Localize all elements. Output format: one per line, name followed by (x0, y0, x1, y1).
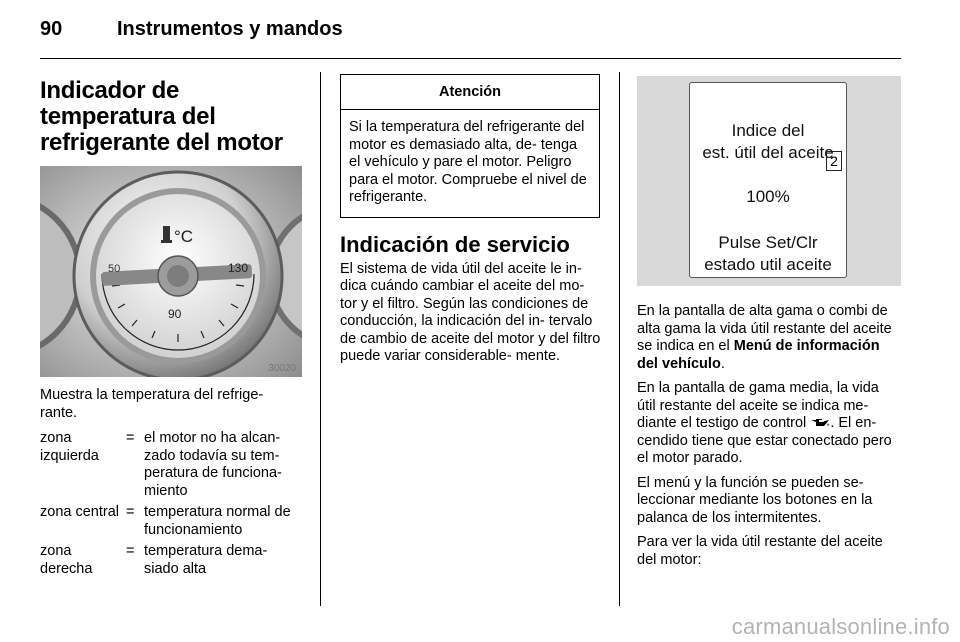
gauge-unit-label: °C (174, 227, 194, 246)
paragraph-text: . (720, 355, 725, 372)
oil-can-icon (810, 417, 830, 428)
attention-title: Atención (341, 75, 599, 110)
paragraph-high-display (637, 303, 901, 373)
display-percent: 100% (746, 187, 790, 206)
legend-equals: = (126, 430, 135, 446)
display-page-badge: 2 (826, 151, 842, 171)
legend-term: zona central (40, 504, 119, 520)
gauge-scale-90: 90 (168, 307, 182, 321)
section-heading-service: Indicación de servicio (340, 231, 570, 257)
paragraph-text: En la pantalla de alta gama o combi de alta gama la vida útil restante del aceite se indica en el (637, 303, 892, 354)
paragraph-mid-display (637, 380, 901, 468)
display-line-1: Indice del (731, 121, 805, 140)
gauge-scale-130: 130 (228, 261, 249, 275)
legend-equals: = (126, 504, 135, 520)
section-heading-temperature: Indicador de temperatura del refrigerante del motor (40, 77, 283, 156)
oil-life-screen (689, 82, 847, 278)
legend-row (40, 543, 304, 578)
page-header-title: Instrumentos y mandos (117, 18, 343, 40)
display-line-4: Pulse Set/Clr (718, 233, 818, 252)
vehicle-info-menu-term: Menú de información del vehículo (637, 338, 880, 372)
zone-legend (40, 430, 304, 578)
legend-description: temperatura dema- siado alta (144, 543, 268, 577)
legend-term: zona izquierda (40, 430, 99, 464)
paragraph-menu-function: El menú y la función se pueden se- leccionar mediante los botones en la palanca de los intermitentes. (637, 474, 873, 526)
gauge-intro-text: Muestra la temperatura del refrige- rante. (40, 387, 264, 421)
oil-life-display-figure (637, 76, 901, 286)
column-middle (340, 74, 602, 366)
watermark: carmanualsonline.info (731, 614, 950, 639)
legend-term: zona derecha (40, 543, 93, 577)
coolant-gauge-illustration (40, 166, 302, 377)
legend-description: temperatura normal de funcionamiento (144, 504, 291, 538)
attention-body: Si la temperatura del refrigerante del motor es demasiado alta, de- tenga el vehículo y pare el motor. Peligro para el motor. Compruebe el nivel de refrigerante. (349, 119, 587, 205)
legend-equals: = (126, 543, 135, 559)
legend-description: el motor no ha alcan- zado todavía su tem- peratura de funciona- miento (144, 430, 282, 499)
paragraph-view-oil-life: Para ver la vida útil restante del aceite del motor: (637, 534, 883, 568)
coolant-gauge-figure (40, 166, 302, 377)
paragraph-text: En la pantalla de gama media, la vida útil restante del aceite se indica me- diante el testigo de control (637, 380, 879, 431)
column-divider (320, 72, 321, 606)
display-line-5: estado util aceite (704, 255, 832, 274)
column-divider (619, 72, 620, 606)
figure-number: 30020 (268, 363, 296, 374)
header-rule (40, 58, 901, 59)
attention-box (340, 74, 600, 218)
legend-row (40, 430, 304, 500)
paragraph-text: . El en- cendido tiene que estar conectado pero el motor parado. (637, 415, 892, 466)
page-number: 90 (40, 18, 63, 40)
column-left (40, 78, 304, 582)
column-right (637, 76, 901, 576)
legend-row (40, 504, 304, 539)
service-body-text: El sistema de vida útil del aceite le in- dica cuándo cambiar el aceite del mo- tor y el filtro. Según las condiciones de conducción, la indicación del in- tervalo de cambio de aceite del motor y del filtro puede variar considerable- mente. (340, 260, 601, 364)
gauge-scale-50: 50 (108, 263, 121, 275)
display-line-2: est. útil del aceite (702, 143, 834, 162)
